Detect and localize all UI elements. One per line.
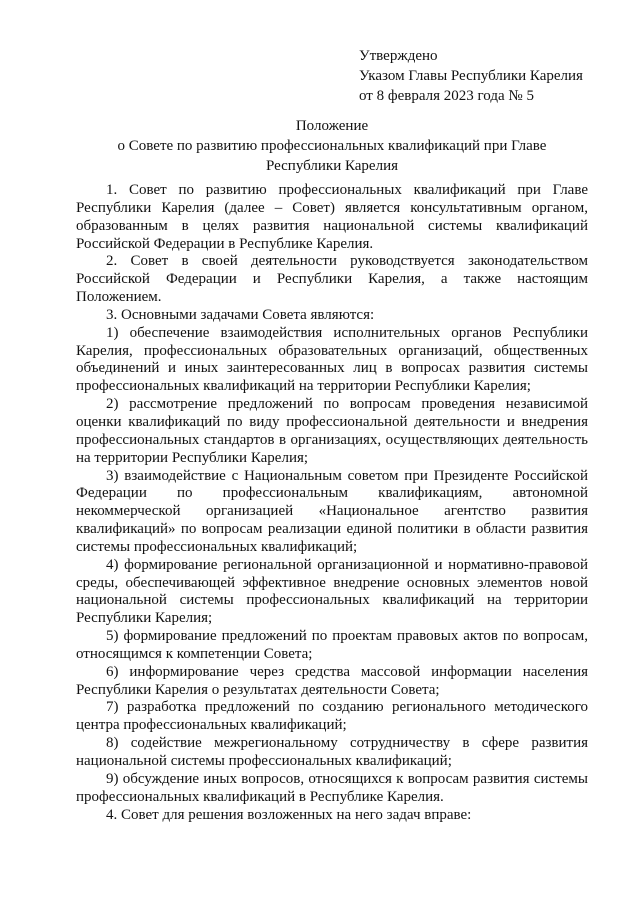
- document-body: [76, 182, 588, 824]
- list-item-5: 5) формирование предложений по проектам правовых актов по вопросам, относящимся к компетенции Совета;: [76, 628, 588, 662]
- list-item-7: 7) разработка предложений по созданию регионального методического центра профессиональных квалификаций;: [76, 699, 588, 734]
- title-line-1: Положение: [295, 118, 369, 134]
- approval-line-3: от 8 февраля 2023 года № 5: [359, 88, 534, 104]
- list-item-6: 6) информирование через средства массовой информации населения Республики Карелия о результатах деятельности Совета;: [76, 663, 588, 698]
- paragraph-1: 1. Совет по развитию профессиональных квалификаций при Главе Республики Карелия (далее – Совет) является консультативным органом, образованным в целях развития национальной системы квалификаций Российской Федерации в Республике Карелия.: [76, 182, 588, 252]
- title-line-2: о Совете по развитию профессиональных квалификаций при Главе: [117, 138, 547, 154]
- list-item-2: 2) рассмотрение предложений по вопросам проведения независимой оценки квалификаций по виду профессиональной деятельности и внедрения профессиональных стандартов в организациях, осуществляющих деятельность на территории Республики Карелия;: [76, 396, 588, 466]
- approval-line-1: Утверждено: [359, 48, 438, 64]
- approval-stamp: [359, 46, 583, 106]
- paragraph-3: 3. Основными задачами Совета являются:: [106, 306, 375, 323]
- list-item-3: 3) взаимодействие с Национальным советом при Президенте Российской Федерации по профессиональным квалификациям, автономной некоммерческой организацией «Национальное агентство развития квалификаций» по вопросам реализации единой политики в области развития системы профессиональных квалификаций;: [76, 467, 588, 555]
- paragraph-2: 2. Совет в своей деятельности руководствуется законодательством Российской Федерации и Республики Карелия, а также настоящим Положением.: [76, 253, 588, 306]
- list-item-4: 4) формирование региональной организационной и нормативно-правовой среды, обеспечивающей эффективное внедрение основных элементов новой национальной системы профессиональных квалификаций на территории Республики Карелия;: [76, 556, 588, 627]
- document-title: [76, 116, 588, 176]
- title-line-3: Республики Карелия: [265, 158, 399, 174]
- approval-line-2: Указом Главы Республики Карелия: [359, 68, 583, 84]
- paragraph-4: 4. Совет для решения возложенных на него задач вправе:: [106, 806, 472, 823]
- list-item-9: 9) обсуждение иных вопросов, относящихся к вопросам развития системы профессиональных квалификаций в Республике Карелия.: [76, 770, 588, 805]
- list-item-1: 1) обеспечение взаимодействия исполнительных органов Республики Карелия, профессиональных образовательных организаций, общественных объединений и иных заинтересованных лиц в вопросах развития системы профессиональных квалификаций на территории Республики Карелия;: [76, 324, 588, 395]
- list-item-8: 8) содействие межрегиональному сотрудничеству в сфере развития национальной системы профессиональных квалификаций;: [76, 735, 588, 769]
